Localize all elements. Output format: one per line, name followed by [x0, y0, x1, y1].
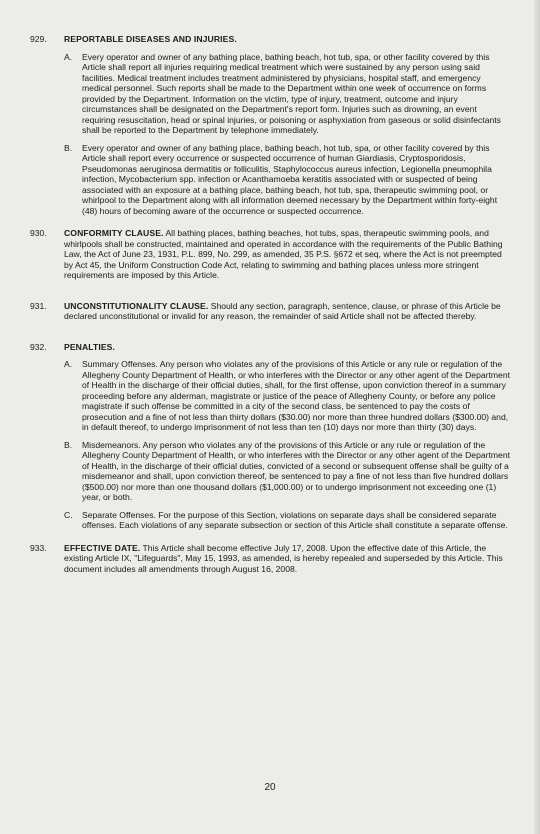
subsection-text: Summary Offenses. Any person who violates any of the provisions of this Article or any rule or regulation of the Allegheny County Department of Health, or who interferes with the Director or any other agent of the Department of Health in the discharge of their official duties, shall, for the first offense, upon conviction thereof in a summary proceeding before any alderman, magistrate or justice of the peace of Allegheny County, or before any police magistrate if such offense be committed in a city of the second class, be sentenced to pay the costs of prosecution and a fine of not less than thirty dollars ($30.00) nor more than three hundred dollars ($300.00) and, in default thereof, to undergo imprisonment of not less than ten (10) days nor more than thirty (30) days. — [82, 359, 511, 432]
subsection-932-c — [64, 510, 512, 531]
subsection-text: Misdemeanors. Any person who violates any of the provisions of this Article or any rule or regulation of the Allegheny County Department of Health, or who interferes with the Director or any other agent of the Department of Health, in the discharge of their official duties, convicted of a second or subsequent offense shall be guilty of a misdemeanor and shall, upon conviction thereof, be sentenced to pay a fine of not less than five hundred dollars ($500.00) nor more than one thousand dollars ($1,000.00) or to undergo imprisonment not exceeding one (1) year, or both. — [82, 439, 511, 502]
subsection-929-a — [64, 52, 512, 136]
subsection-929-b — [64, 143, 512, 217]
section-title: CONFORMITY CLAUSE. — [64, 228, 164, 238]
section-number: 933. — [30, 542, 47, 553]
section-title: UNCONSTITUTIONALITY CLAUSE. — [64, 300, 209, 311]
section-title: EFFECTIVE DATE. — [64, 542, 141, 553]
subsection-932-b — [64, 440, 512, 503]
subsection-text: Every operator and owner of any bathing place, bathing beach, hot tub, spa, or other facility covered by this Article shall report all injuries requiring medical treatment which were sustained by any person using said facilities. Medical treatment includes treatment administered by physicians, hospital staff, and emergency medical personnel. Such reports shall be made to the Department within one week of occurrence on forms provided by the Department. Information on the victim, type of injury, treatment, outcome and injury circumstances shall be designated on the Department's report form. Injuries such as drowning, an event requiring resuscitation, head or spinal injuries, or poisoning or asphyxiation from gaseous or solid disinfectants shall be reported to the Department by telephone immediately. — [82, 51, 501, 135]
subsection-letter: A. — [64, 51, 73, 62]
subsection-932-a — [64, 359, 512, 433]
subsection-letter: A. — [64, 359, 73, 369]
section-932 — [30, 342, 512, 531]
section-933 — [30, 543, 512, 575]
section-number: 929. — [30, 34, 47, 44]
section-text: Should any section, paragraph, sentence, clause, or phrase of this Article be declared unconstitutional or invalid for any reason, the remainder of said Article shall not be affected thereby. — [64, 300, 501, 321]
section-931 — [30, 301, 512, 322]
section-title: PENALTIES. — [64, 341, 115, 352]
page-number: 20 — [264, 782, 276, 793]
section-number: 932. — [30, 341, 47, 352]
scan-edge-shadow — [534, 0, 540, 834]
subsection-text: Every operator and owner of any bathing place, bathing beach, hot tub, spa, or other facility covered by this Article shall report every occurrence or suspected occurrence of human Giardiasis, Cryptosporidosis, Pseudomonas aeruginosa dermatitis or folliculitis, Staphylococcus aureus infection, Legionella pneumophila infection, Mycobacterium spp. infection or Acanthamoeba keratitis associated with or suspected of being associated with an exposure at a bathing place, bathing beach, hot tub, spa, therapeutic swimming pool, or whirlpool to the Department along with all information deemed necessary by the Department within forty-eight (48) hours of becoming aware of the occurrence or suspected occurrence. — [82, 142, 498, 216]
section-929 — [30, 34, 512, 216]
subsection-letter: B. — [64, 439, 73, 450]
section-number: 931. — [30, 300, 47, 311]
subsection-text: Separate Offenses. For the purpose of this Section, violations on separate days shall be considered separate offenses. Each violations of any separate subsection or section of this Article shall constitute a separate offense. — [82, 509, 508, 530]
section-text: All bathing places, bathing beaches, hot tubs, spas, therapeutic swimming pools, and whirlpools shall be constructed, maintained and operated in accordance with the requirements of the Public Bathing Law, the Act of June 23, 1931, P.L. 899, No. 299, as amended, 35 P.S. §672 et seq, where the Act is not preempted by Act 45, the Uniform Construction Code Act, relating to swimming and bathing places unless more stringent requirements are imposed by this Article. — [64, 228, 503, 280]
section-number: 930. — [30, 228, 47, 238]
subsection-letter: C. — [64, 509, 73, 520]
section-930 — [30, 228, 512, 281]
section-text: This Article shall become effective July 17, 2008. Upon the effective date of this Article, the existing Article IX, "Lifeguards", May 15, 1993, as amended, is hereby repealed and superseded by this Article. This document includes all amendments through August 16, 2008. — [64, 542, 503, 574]
subsection-letter: B. — [64, 142, 73, 153]
section-title: REPORTABLE DISEASES AND INJURIES. — [64, 34, 237, 44]
